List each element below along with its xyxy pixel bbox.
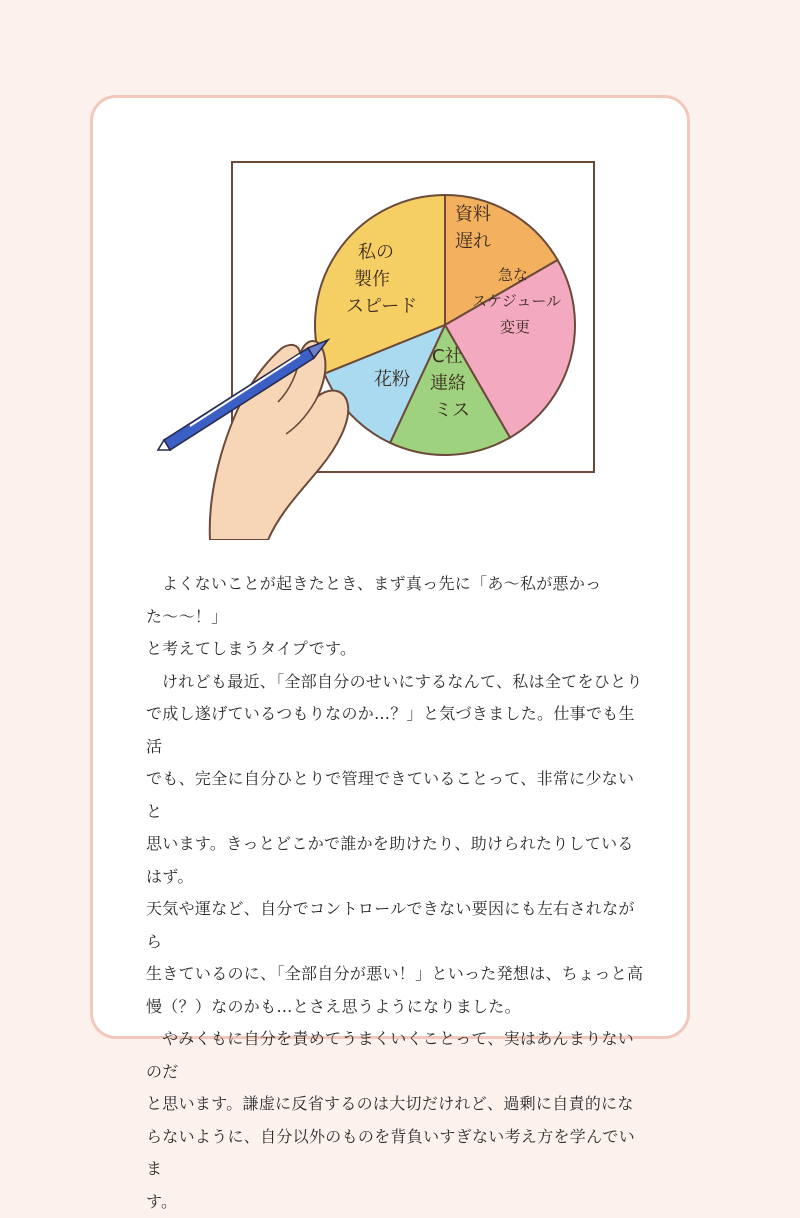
label-line: 製作 [354, 269, 390, 290]
label-line: 連絡 [430, 373, 466, 394]
label-line: ミス [434, 400, 470, 421]
label-line: 変更 [500, 318, 531, 336]
label-line: C社 [432, 346, 463, 367]
label-line: スピード [346, 296, 418, 317]
paragraph: やみくもに自分を責めてうまくいくことって、実はあんまりないのだ と思います。謙虚に反省するのは大切だけれど、過剰に自責的にな らないように、自分以外のものを背負いすぎない考え方を学んでいま す。 [146, 1029, 636, 1211]
paragraph: けれども最近、「全部自分のせいにするなんて、私は全てをひとり で成し遂げているつもりなのか…？」と気づきました。仕事でも生活 でも、完全に自分ひとりで管理できていることって、非常に少ないと 思います。きっとどこかで誰かを助けたり、助けられたりしているはず。 天気や運など、自分でコントロールできない要因にも左右されながら 生きているのに、「全部自分が悪い！」といった発想は、ちょっと高 慢（？）なのかも…とさえ思うようになりました。 [146, 671, 644, 1016]
body-text [146, 568, 646, 1218]
label-line: 花粉 [374, 369, 410, 390]
illustration [150, 150, 610, 540]
label-line: 遅れ [455, 231, 491, 252]
paragraph: よくないことが起きたとき、まず真っ先に「あ〜私が悪かった〜〜！」 と考えてしまうタイプです。 [146, 574, 602, 658]
label-line: 資料 [455, 204, 491, 225]
label-pollen [374, 369, 410, 390]
label-company-c [430, 346, 472, 421]
label-line: 急な [498, 266, 529, 284]
label-line: スケジュール [472, 292, 562, 310]
label-line: 私の [358, 242, 394, 263]
